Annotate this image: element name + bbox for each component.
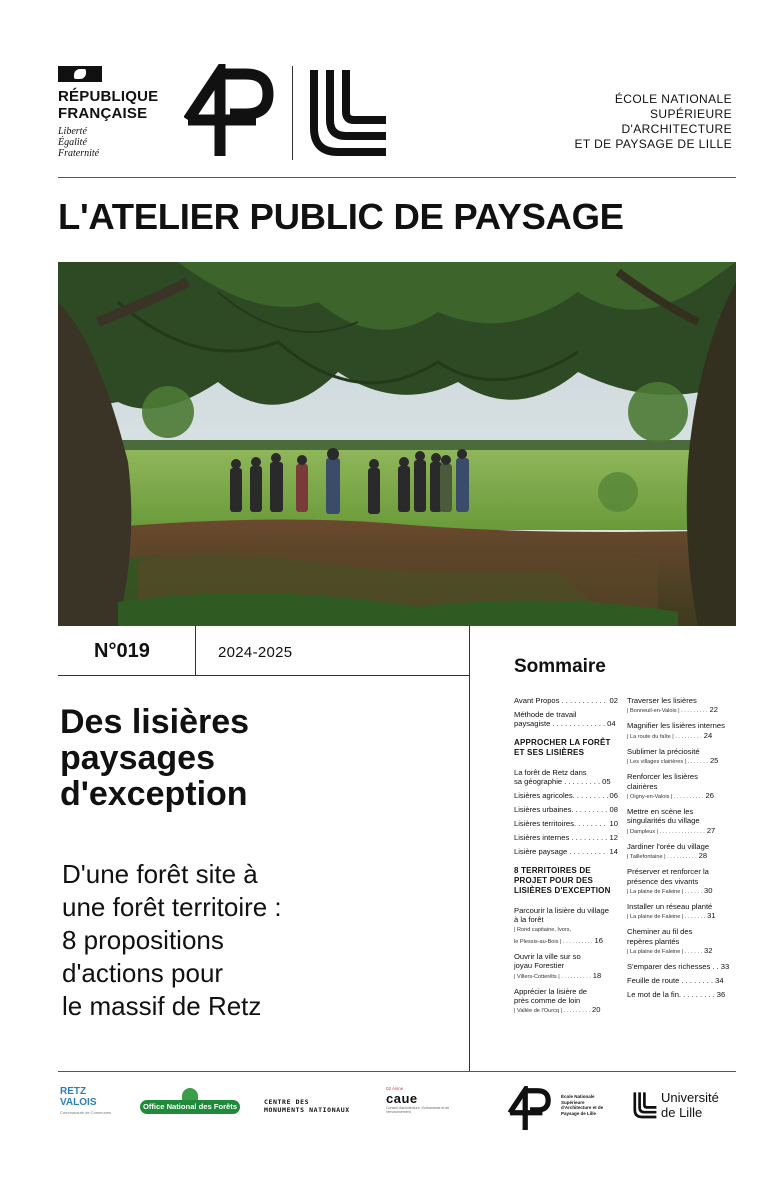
ap-logo-icon	[184, 64, 276, 156]
toc-item[interactable]: Parcourir la lisière du village à la forêt | Rond capitaine, Ivors, le Plessis-au-Bois | . . . . . . . . . . 16	[514, 905, 609, 945]
headline: Des lisières paysages d'exception	[60, 703, 250, 813]
toc-item[interactable]: Méthode de travail paysagiste . . . . . . . . . . . . . 04	[514, 710, 616, 729]
issue-year: 2024-2025	[218, 644, 293, 661]
cover-photo	[58, 262, 736, 626]
caue-logo: 02 Aisne caue Conseil d'architecture, d'urbanisme et de l'environnement	[386, 1086, 450, 1114]
toc-item[interactable]: Magnifier les lisières internes | La route du faîte | . . . . . . . . . 24	[627, 721, 725, 740]
issue-number: N°019	[94, 640, 150, 662]
toc-item[interactable]: Jardiner l'orée du village | Taillefontaine | . . . . . . . . . . 28	[627, 841, 710, 861]
onf-logo: Office National des Forêts	[140, 1086, 240, 1126]
ulille-small-icon	[633, 1090, 657, 1120]
toc-item[interactable]: Sublimer la préciosité | Les villages clairières | . . . . . . . 25	[627, 746, 719, 766]
republic-motto: Liberté Égalité Fraternité	[58, 126, 100, 159]
ulille-lll-logo-icon	[308, 68, 388, 156]
masthead	[58, 62, 734, 162]
toc-item[interactable]: 14 Lisière paysage . . . . . . . . .	[514, 847, 618, 857]
subheadline: D'une forêt site à une forêt territoire : 8 propositions d'actions pour le massif de Retz	[62, 859, 282, 1021]
ap-small-logo-icon	[505, 1086, 555, 1130]
toc-item[interactable]: Ouvrir la ville sur so joyau Forestier | Villers-Cotterêts | . . . . . . . . . . 18	[514, 951, 602, 980]
footer-rule	[58, 1071, 736, 1072]
universite-lille-logo: Université de Lille	[633, 1086, 737, 1126]
toc-item[interactable]: 10 Lisières territoires. . . . . . . .	[514, 819, 618, 829]
toc-item[interactable]: Installer un réseau planté | La plaine de Faleine | . . . . . . . 31	[627, 902, 716, 921]
toc-item[interactable]: Mettre en scène les singularités du village | Dampleux | . . . . . . . . . . . . . . . 27	[627, 807, 716, 835]
ensap-lille-logo: École Nationale Supérieure d'Architecture et de Paysage de Lille	[505, 1086, 605, 1126]
toc-item[interactable]: Cheminer au fil des repères plantés | La plaine de Faleine | . . . . . . 32	[627, 927, 713, 956]
header-rule	[58, 177, 736, 178]
toc-item[interactable]: Le mot de la fin. . . . . . . . . 36	[627, 990, 726, 1000]
retz-valois-logo: RETZ VALOIS Communauté de Communes	[60, 1086, 112, 1115]
logo-divider	[292, 66, 293, 160]
toc-item[interactable]: 02 Avant Propos . . . . . . . . . . .	[514, 696, 618, 705]
column-divider	[469, 626, 470, 1072]
toc-item[interactable]: Renforcer les lisières clairières | Oigny-en-Valois | . . . . . . . . . . 26	[627, 772, 714, 801]
toc-section-heading: APPROCHER LA FORÊT ET SES LISIÈRES	[514, 737, 611, 757]
marianne-logo-icon	[58, 66, 102, 82]
issue-bar	[58, 626, 469, 676]
toc-section-heading: 8 TERRITOIRES DE PROJET POUR DES LISIÈRES D'EXCEPTION	[514, 865, 611, 895]
toc-item[interactable]: Traverser les lisières | Bonneuil-en-Valois | . . . . . . . . . 22	[627, 696, 718, 715]
republique-francaise-label: RÉPUBLIQUE FRANÇAISE	[58, 88, 159, 122]
toc-item[interactable]: Préserver et renforcer la présence des vivants | La plaine de Faleine | . . . . . . 30	[627, 867, 713, 896]
toc-item[interactable]: La forêt de Retz dans sa géographie . . . . . . . . . 05	[514, 767, 611, 787]
publication-title: L'ATELIER PUBLIC DE PAYSAGE	[58, 196, 624, 237]
toc-item[interactable]: 08 Lisières urbaines. . . . . . . . .	[514, 805, 618, 815]
cmn-logo: CENTRE DES MONUMENTS NATIONAUX	[264, 1098, 350, 1114]
toc-right-column	[627, 696, 732, 1004]
toc-item[interactable]: Feuille de route . . . . . . . . 34	[627, 976, 724, 986]
toc-left-column	[514, 696, 618, 1021]
school-name: ÉCOLE NATIONALE SUPÉRIEURE D'ARCHITECTURE ET DE PAYSAGE DE LILLE	[574, 92, 732, 151]
toc-item[interactable]: 12 Lisières internes . . . . . . . . .	[514, 833, 618, 843]
sommaire-title: Sommaire	[514, 656, 606, 677]
toc-item[interactable]: Apprécier la lisière de près comme de loin | Vallée de l'Ourcq | . . . . . . . . . 20	[514, 986, 601, 1015]
issue-divider	[195, 626, 196, 676]
toc-item[interactable]: 06 Lisières agricoles. . . . . . . . .	[514, 791, 618, 801]
toc-item[interactable]: S'emparer des richesses . . 33	[627, 962, 730, 972]
